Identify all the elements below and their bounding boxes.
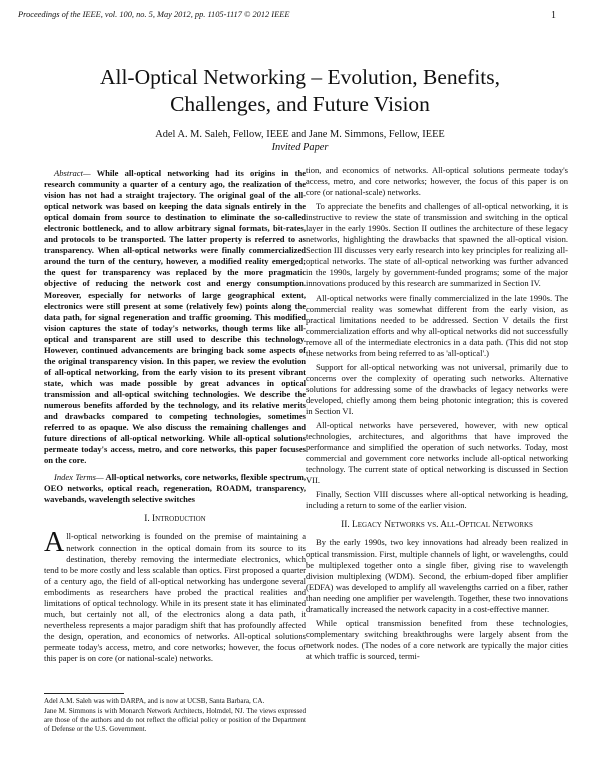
- footnote: [44, 697, 306, 734]
- intro-paragraph-4: Support for all-optical networking was not universal, primarily due to concerns over the complexity of operating such networks. Alternative solutions for addressing some of the drawbacks of legacy networks were developed, chiefly among them being photonic integration; this is covered in Section VI.: [306, 361, 568, 416]
- index-terms: [44, 472, 306, 505]
- author-names: Adel A. M. Saleh, Fellow, IEEE and Jane M. Simmons, Fellow, IEEE: [155, 129, 445, 140]
- legacy-paragraph-1: By the early 1990s, two key innovations had already been realized in optical transmission. First, multiple channels of light, or wavelengths, could be multiplexed together onto a single fiber, giving rise to wavelength division multiplexing (WDM). Second, the erbium-doped fiber amplifier (EDFA) was developed to amplify all wavelengths carried on a fiber, rather than needing one amplifier per wavelength. Together, these two innovations dramatically increased the network capacity in a cost-effective manner.: [306, 537, 568, 614]
- paper-title: [30, 64, 570, 118]
- section-heading-legacy-networks: II. Legacy Networks vs. All-Optical Networks: [341, 520, 533, 531]
- journal-citation: Proceedings of the IEEE, vol. 100, no. 5, May 2012, pp. 1105-1117 © 2012 IEEE: [18, 10, 290, 19]
- intro-paragraph-1-continued: tion, and economics of networks. All-optical solutions permeate today's access, metro, and core networks; however, the focus of this paper is on core (or national-scale) networks.: [306, 165, 568, 198]
- footnote-line-2: Jane M. Simmons is with Monarch Network Architects, Holmdel, NJ. The views expressed are those of the authors and do not reflect the official policy or position of the Department of Defense or the U.S. Government.: [44, 706, 306, 734]
- abstract-label: Abstract—: [54, 168, 91, 178]
- abstract: [44, 168, 306, 466]
- title-line-1: All-Optical Networking – Evolution, Benefits,: [99, 65, 501, 89]
- index-terms-label: Index Terms—: [54, 472, 104, 483]
- intro-paragraph-1: All-optical networking is founded on the premise of maintaining a network connection in the optical domain from its source to its destination, thereby removing the intermediate electronics, which tend to be more costly and less scalable than optics. First proposed a quarter of a century ago, the field of all-optical networking has undergone several embodiments as researchers have probed the practical realities and limitations of optical technology. While in its present state it has eliminated much, but certainly not all, of the electronics along a data path, it nevertheless represents a major paradigm shift that has profoundly affected the design, operation, and economics of networks. All-optical solutions permeate today's access, metro, and core networks; however, the focus of this paper is on core (or national-scale) networks.: [44, 531, 306, 663]
- abstract-text: While all-optical networking had its origins in the research community a quarter of a century ago, the realization of the vision has not had a straight trajectory. The original goal of the all-optical network was based on keeping the data signals entirely in the optical domain from source to destination to eliminate the so-called electronic bottleneck, and to allow arbitrary signal formats, bit-rates, and protocols to be transported. The latter property is referred to as transparency. When all-optical networks were finally commercialized around the turn of the century, however, a modified reality emerged; the quest for transparency was replaced by the more pragmatic objective of reducing the network cost and energy consumption. Moreover, especially for networks of large geographical extent, electronics were still present at some (relatively few) points along the data path, for signal regeneration and traffic grooming. This modified vision captures the state of today's networks, though terms like all-optical and transparent are still used to describe this technology. However, continued advancements are bringing back some aspects of the original transparency vision. In this paper, we review the evolution of all-optical networking, from the early vision to its present vibrant state, which was made possible by great advances in optical transmission and all-optical switching technologies. We describe the numerous benefits afforded by the technology, and its relative merits and drawbacks compared to competing technologies, sometimes referred to as opaque. We also discuss the remaining challenges and future directions of all-optical networking. While all-optical solutions permeate today's access, metro, and core networks, this paper focuses on the core.: [44, 168, 306, 466]
- intro-paragraph-5: All-optical networks have persevered, however, with new optical technologies, architectures, and algorithms that have improved the performance and simplified the operation of such networks. Today, most commercial and government core networks include all-optical networking technology. The current state of optical networking is discussed in Section VII.: [306, 420, 568, 486]
- footnote-rule: [44, 693, 124, 694]
- intro-paragraph-2: To appreciate the benefits and challenges of all-optical networking, it is instructive to review the state of transmission and switching in the optical layer in the early 1990s. Section II outlines the architecture of these legacy networks, highlighting the drawbacks that spawned the all-optical vision. Section III discusses very early research into key principles for realizing all-optical networks. The state of all-optical networking was further advanced in the 1990s, largely by government-funded programs; some of the major innovations produced by this research are summarized in Section IV.: [306, 201, 568, 289]
- footnote-line-1: Adel A.M. Saleh was with DARPA, and is now at UCSB, Santa Barbara, CA.: [44, 697, 265, 706]
- legacy-paragraph-2: While optical transmission benefited from these technologies, complementary switching breakthroughs were largely absent from the network nodes. (The nodes of a core network are typically the major cities at which traffic is sourced, termi-: [306, 617, 568, 661]
- left-column: [44, 168, 306, 734]
- title-line-2: Challenges, and Future Vision: [170, 92, 430, 116]
- index-terms-text: All-optical networks, core networks, flexible spectrum, OEO networks, optical reach, regeneration, ROADM, transparency, wavebands, wavelength selective switches: [44, 472, 306, 505]
- intro-paragraph-3: All-optical networks were finally commercialized in the late 1990s. The commercial reality was somewhat different from the early vision, as practical limitations needed to be addressed. Section V details the first commercialization efforts and why all-optical networks did not successfully remove all of the intermediate electronics in a data path. (This did not stop these networks from being referred to as 'all-optical'.): [306, 292, 568, 358]
- right-column: [306, 165, 568, 662]
- running-header: [18, 10, 556, 24]
- section-heading-introduction: I. Introduction: [144, 514, 206, 525]
- intro-paragraph-6: Finally, Section VIII discusses where all-optical networking is heading, including a return to some of the earlier vision.: [306, 489, 568, 511]
- page-number: 1: [551, 10, 556, 21]
- paper-type: Invited Paper: [271, 142, 329, 153]
- author-block: [30, 128, 570, 154]
